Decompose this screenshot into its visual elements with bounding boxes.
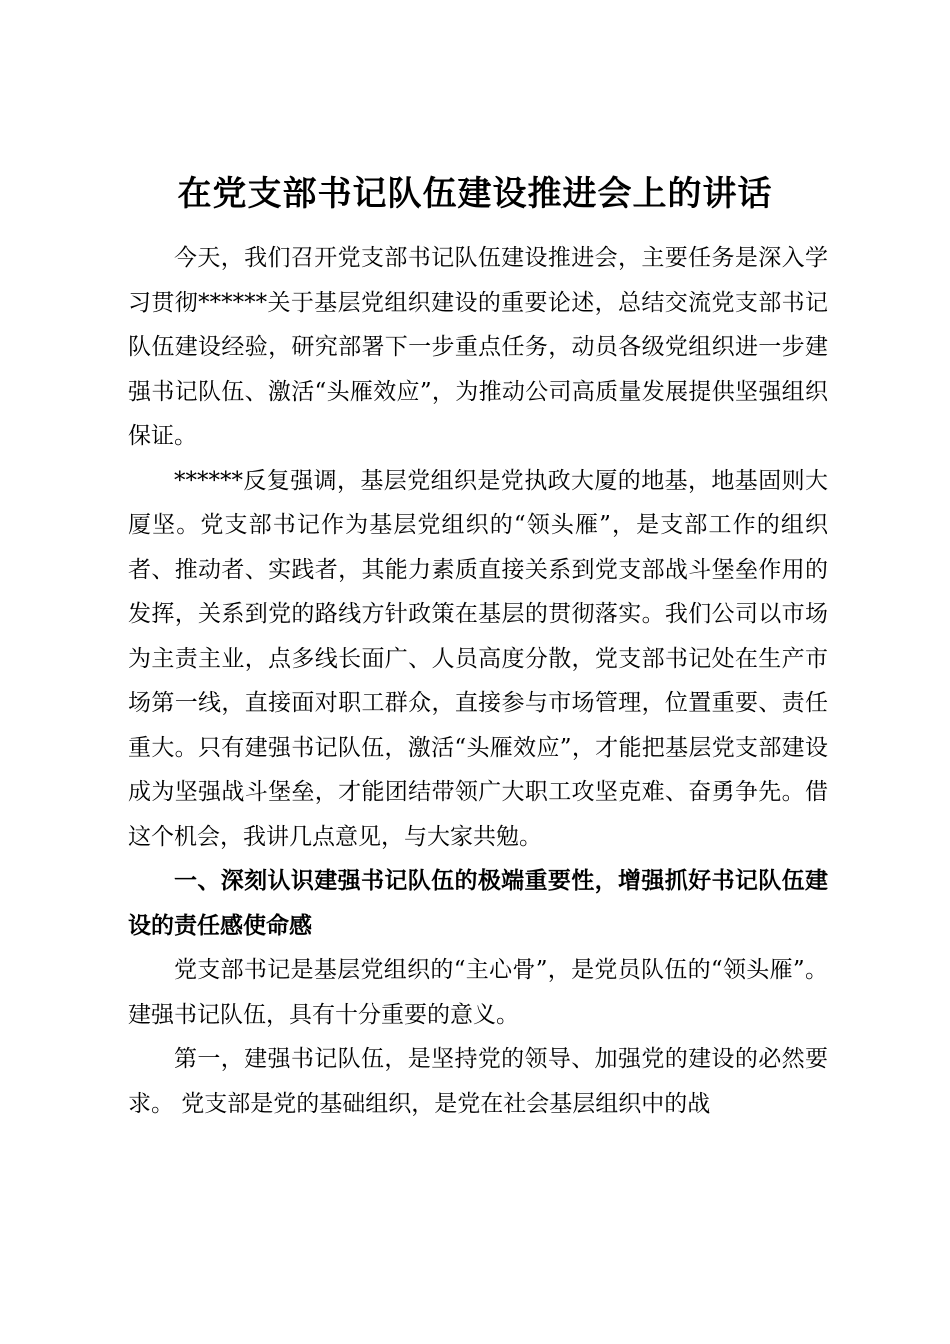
paragraph-point-one: 第一，建强书记队伍，是坚持党的领导、加强党的建设的必然要求。 党支部是党的基础组织，是党在社会基层组织中的战 — [128, 1046, 828, 1117]
paragraph-context: ******反复强调，基层党组织是党执政大厦的地基，地基固则大厦坚。党支部书记作为基层党组织的“领头雁”，是支部工作的组织者、推动者、实践者，其能力素质直接关系到党支部战斗堡垒作用的发挥，关系到党的路线方针政策在基层的贯彻落实。我们公司以市场为主责主业，点多线长面广、人员高度分散，党支部书记处在生产市场第一线，直接面对职工群众，直接参与市场管理，位置重要、责任重大。只有建强书记队伍，激活“头雁效应”，才能把基层党支部建设成为坚强战斗堡垒，才能团结带领广大职工攻坚克难、奋勇争先。借这个机会，我讲几点意见，与大家共勉。 — [128, 467, 828, 850]
document-body — [128, 236, 828, 1126]
paragraph-intro: 今天，我们召开党支部书记队伍建设推进会，主要任务是深入学习贯彻******关于基层党组织建设的重要论述，总结交流党支部书记队伍建设经验，研究部署下一步重点任务，动员各级党组织进一步建强书记队伍、激活“头雁效应”，为推动公司高质量发展提供坚强组织保证。 — [128, 245, 828, 449]
document-title: 在党支部书记队伍建设推进会上的讲话 — [177, 174, 773, 214]
section-heading: 一、深刻认识建强书记队伍的极端重要性，增强抓好书记队伍建设的责任感使命感 — [128, 867, 828, 939]
paragraph-section-intro: 党支部书记是基层党组织的“主心骨”，是党员队伍的“领头雁”。建强书记队伍，具有十分重要的意义。 — [128, 957, 828, 1028]
